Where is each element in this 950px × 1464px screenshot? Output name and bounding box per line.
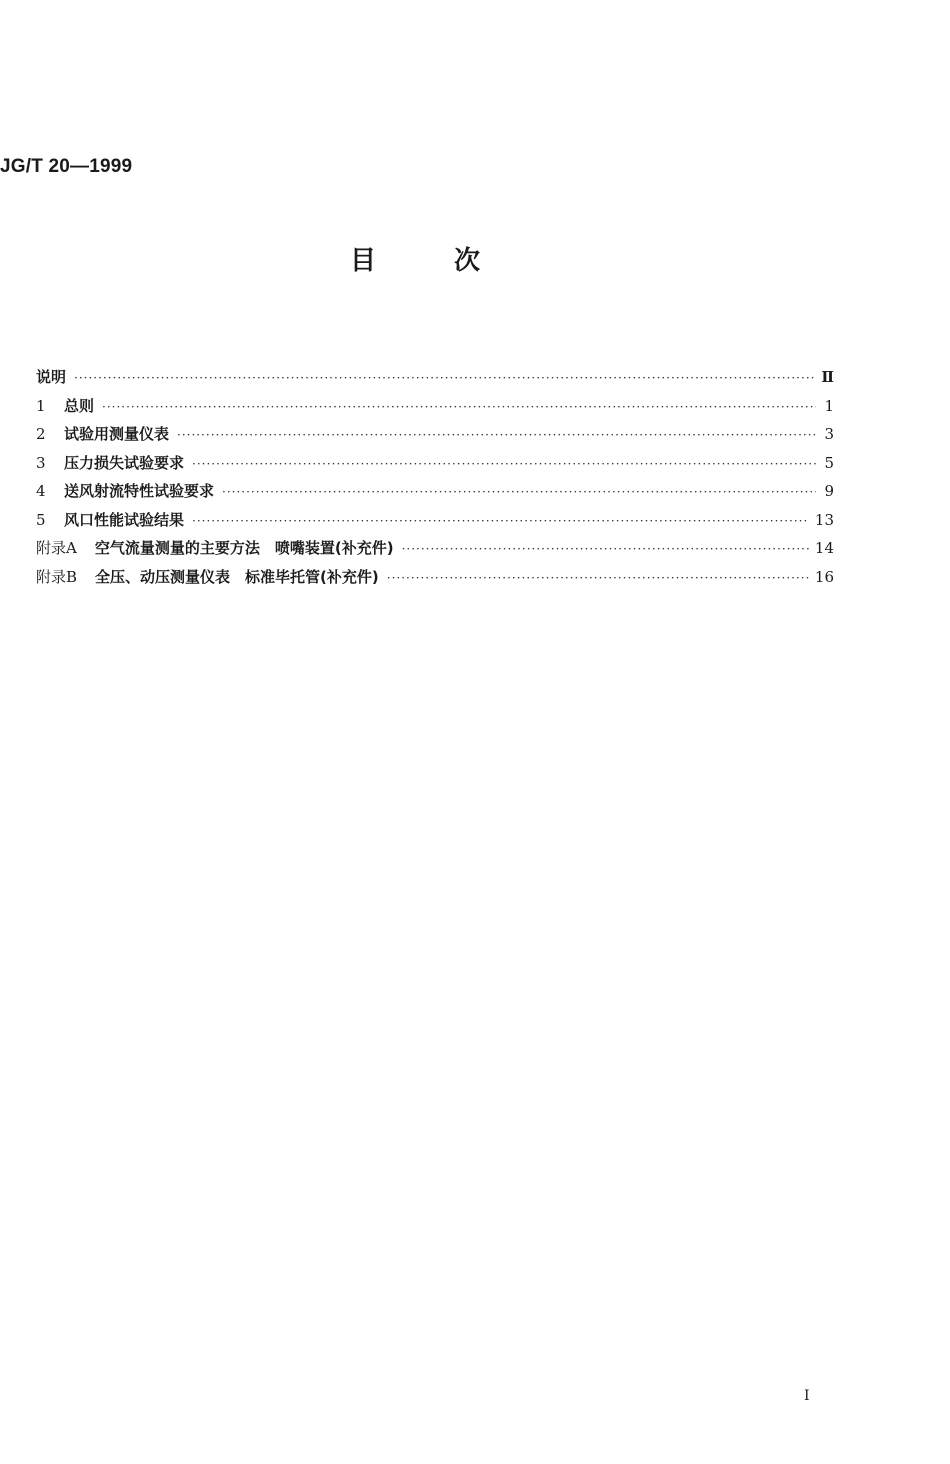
toc-entry-page: Ⅱ <box>821 368 834 386</box>
toc-entry-page: 16 <box>814 567 834 586</box>
toc-entry-1[interactable] <box>36 395 834 424</box>
toc-entry-4[interactable] <box>36 480 834 509</box>
toc-entry-number: 5 <box>36 510 46 529</box>
toc-entry-page: 14 <box>814 539 834 557</box>
toc-entry-label: 试验用测量仪表 <box>64 425 170 443</box>
standard-code: JG/T 20—1999 <box>0 156 133 177</box>
toc-entry-label: 说明 <box>36 368 67 386</box>
toc-entry-page: 13 <box>814 510 834 529</box>
toc-entry-label: 送风射流特性试验要求 <box>64 482 215 500</box>
toc-entry-label: 空气流量测量的主要方法 喷嘴装置(补充件) <box>94 539 394 557</box>
toc-entry-label: 风口性能试验结果 <box>64 510 185 529</box>
toc-dot-leader <box>192 457 816 471</box>
toc-dot-leader <box>222 485 816 499</box>
toc-entry-5[interactable] <box>36 509 834 538</box>
toc-entry-page: 3 <box>824 425 834 443</box>
toc-dot-leader <box>192 514 809 528</box>
toc-entry-label: 压力损失试验要求 <box>64 453 185 472</box>
toc-entry-label: 全压、动压测量仪表 标准毕托管(补充件) <box>95 567 379 586</box>
toc-dot-leader <box>402 542 809 556</box>
toc-entry-number: 附录B <box>36 567 78 586</box>
toc-dot-leader <box>387 571 809 585</box>
toc-dot-leader <box>74 371 815 385</box>
page-number: I <box>804 1388 810 1404</box>
toc-entry-page: 9 <box>824 482 834 500</box>
toc-entry-2[interactable] <box>36 423 834 452</box>
toc-entry-page: 5 <box>824 453 834 472</box>
toc-entry-appendix-a[interactable] <box>36 537 834 566</box>
toc-title: 目次 <box>349 246 558 276</box>
toc-entry-label: 总则 <box>64 396 95 415</box>
toc-entry-3[interactable] <box>36 452 834 481</box>
toc-entry-page: 1 <box>824 396 834 415</box>
toc-dot-leader <box>177 428 816 442</box>
toc-entry-number: 1 <box>36 396 46 415</box>
toc-entry-number: 2 <box>36 425 46 443</box>
table-of-contents <box>36 366 834 594</box>
toc-dot-leader <box>102 400 816 414</box>
toc-entry-number: 3 <box>36 453 46 472</box>
toc-entry-number: 附录A <box>36 539 77 557</box>
toc-entry-notes[interactable] <box>36 366 834 395</box>
toc-entry-number: 4 <box>36 482 46 500</box>
toc-entry-appendix-b[interactable] <box>36 566 834 595</box>
